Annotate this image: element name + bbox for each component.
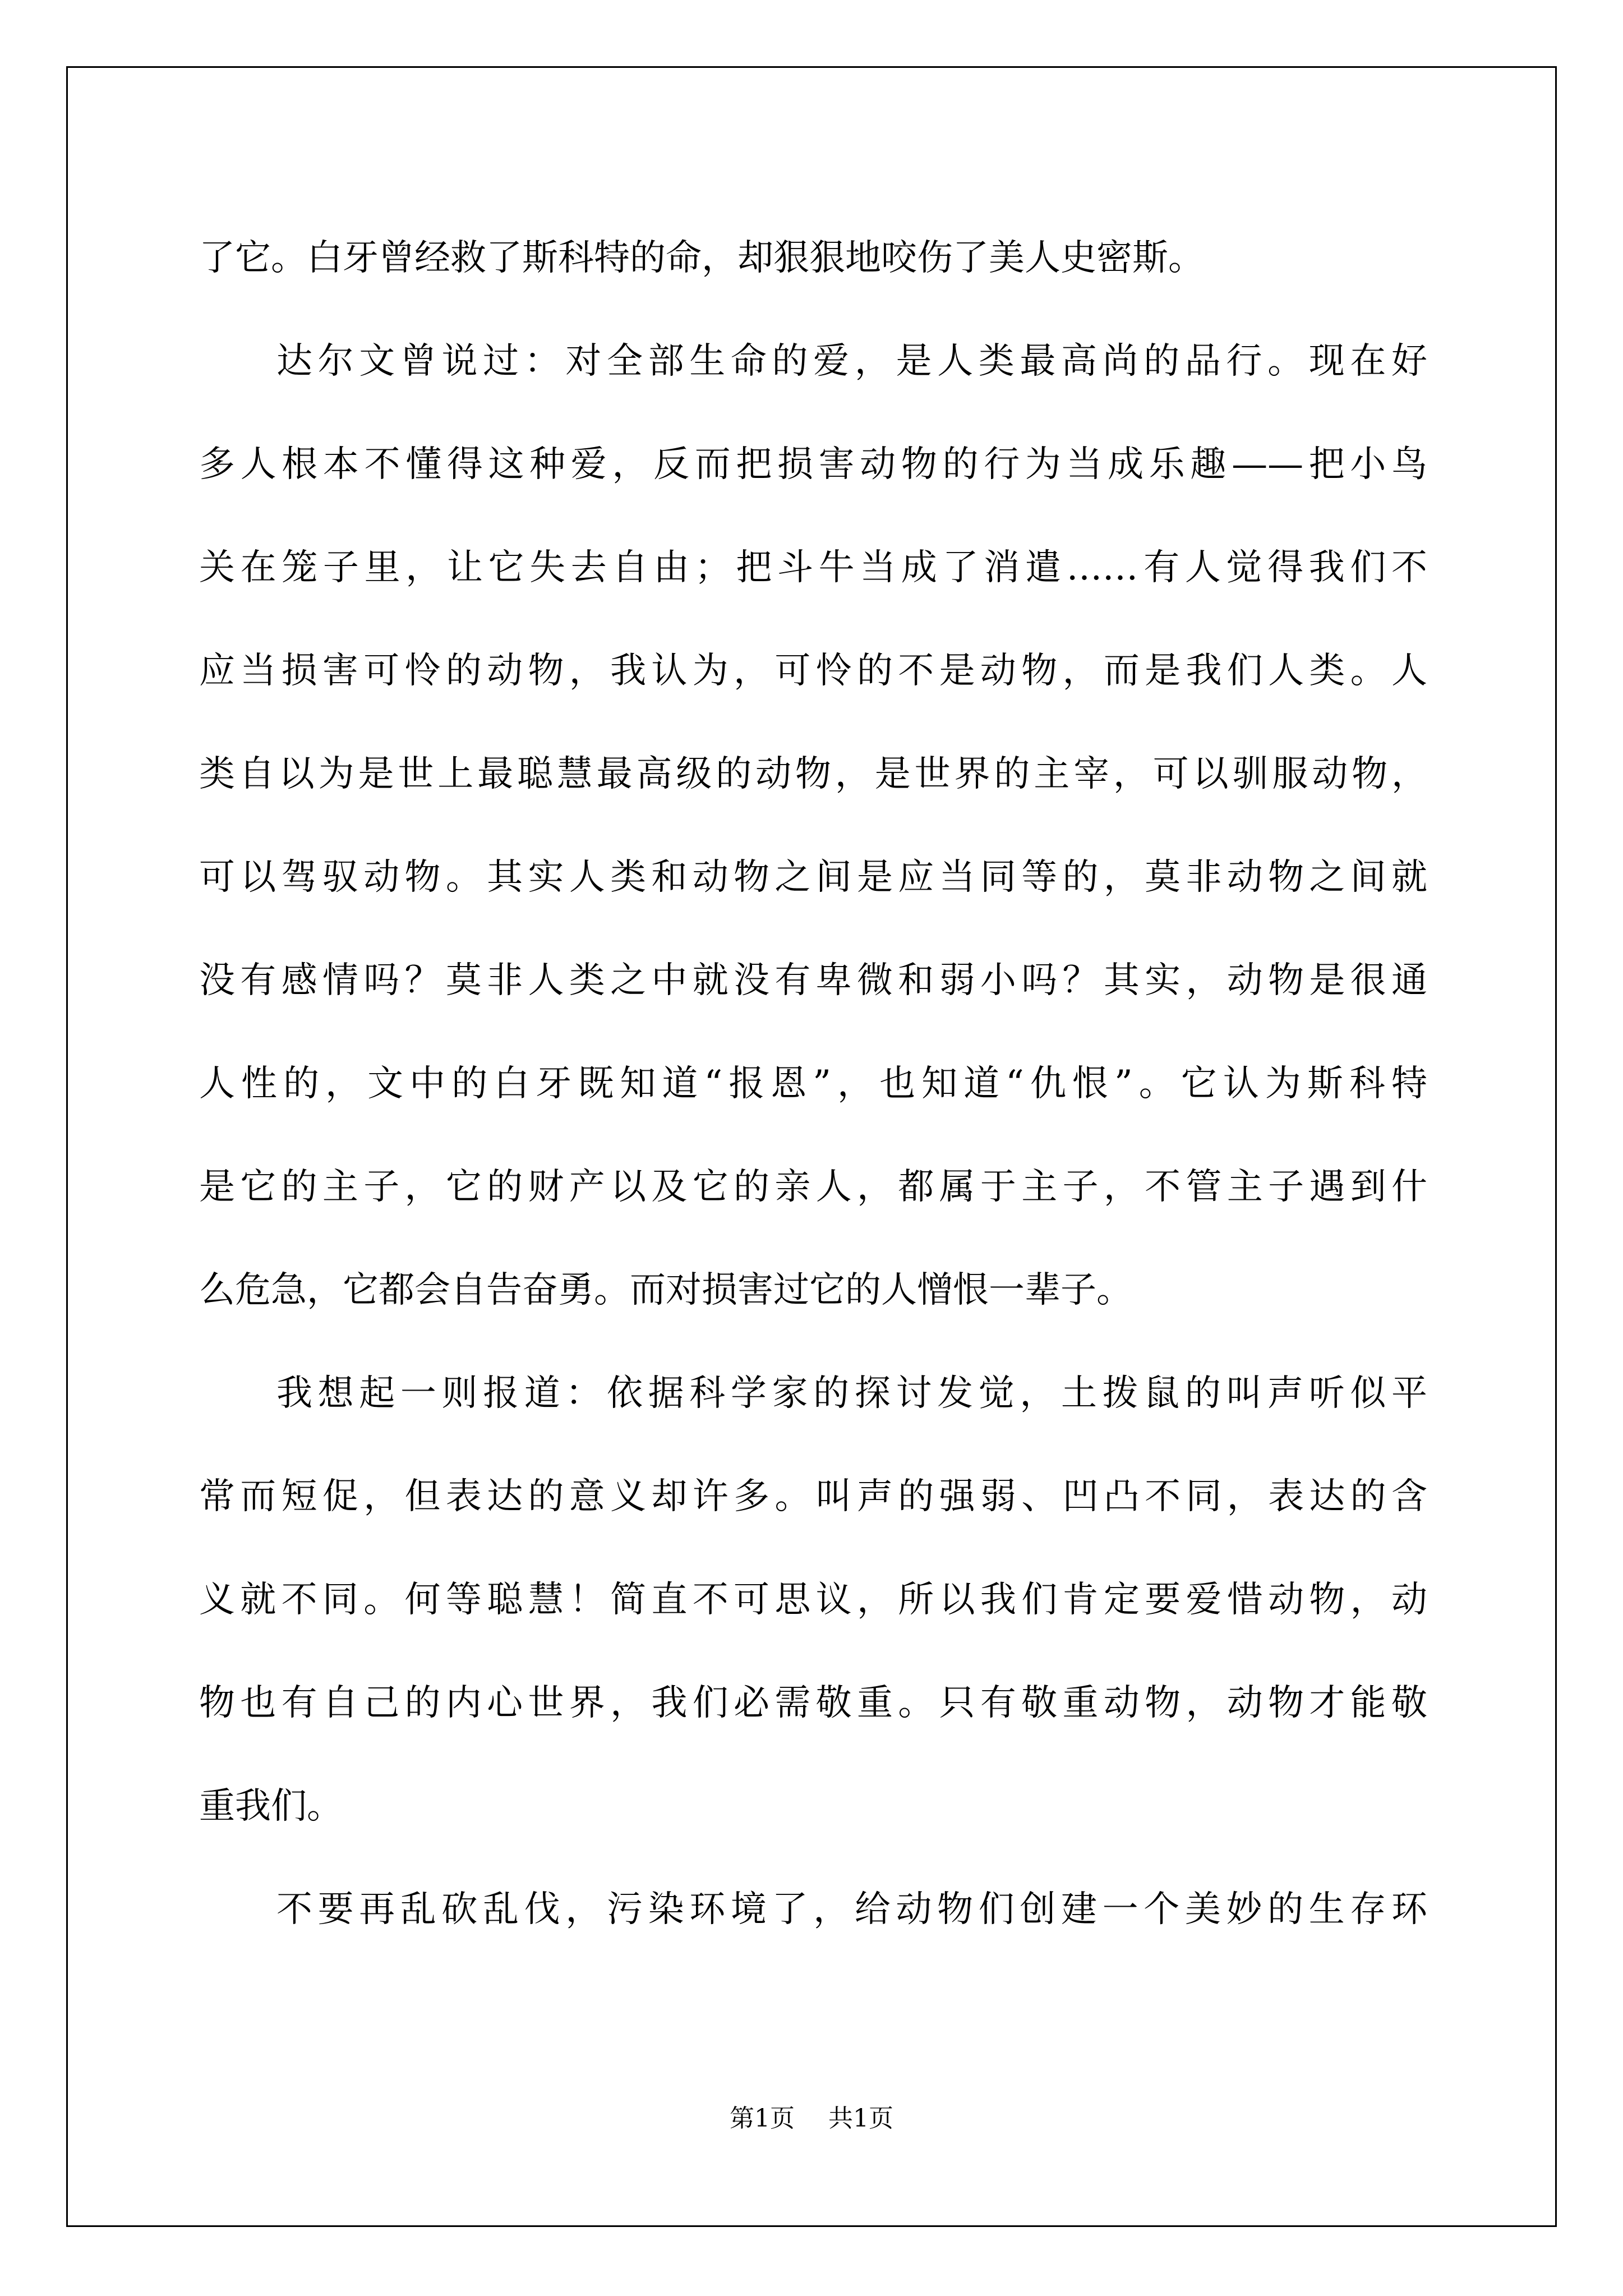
page-footer: [0, 2098, 1623, 2134]
text-line: 不要再乱砍乱伐，污染环境了，给动物们创建一个美妙的生存环: [276, 1889, 1427, 1930]
page-total: 共1页: [828, 2104, 893, 2133]
document-body: [199, 206, 1427, 1961]
text-line: 重我们。: [199, 1786, 343, 1827]
text-line: 常而短促，但表达的意义却许多。叫声的强弱、凹凸不同，表达的含: [199, 1476, 1427, 1517]
text-line: 么危急，它都会自告奋勇。而对损害过它的人憎恨一辈子。: [199, 1269, 1132, 1311]
page-number: 第1页: [730, 2104, 795, 2133]
text-line: 没有感情吗？莫非人类之中就没有卑微和弱小吗？其实，动物是很通: [199, 960, 1427, 1001]
text-line: 达尔文曾说过：对全部生命的爱，是人类最高尚的品行。现在好: [276, 341, 1427, 382]
text-line: 应当损害可怜的动物，我认为，可怜的不是动物，而是我们人类。人: [199, 650, 1427, 692]
text-line: 多人根本不懂得这种爱，反而把损害动物的行为当成乐趣——把小鸟: [199, 444, 1427, 485]
text-line: 我想起一则报道：依据科学家的探讨发觉，土拨鼠的叫声听似平: [276, 1373, 1427, 1414]
text-line: 义就不同。何等聪慧！简直不可思议，所以我们肯定要爱惜动物，动: [199, 1579, 1427, 1621]
text-line: 了它。白牙曾经救了斯科特的命，却狠狠地咬伤了美人史密斯。: [199, 237, 1204, 279]
text-line: 关在笼子里，让它失去自由；把斗牛当成了消遣……有人觉得我们不: [199, 547, 1427, 588]
text-line: 物也有自己的内心世界，我们必需敬重。只有敬重动物，动物才能敬: [199, 1682, 1427, 1724]
text-line: 是它的主子，它的财产以及它的亲人，都属于主子，不管主子遇到什: [199, 1166, 1427, 1208]
text-line: 人性的，文中的白牙既知道“报恩”，也知道“仇恨”。它认为斯科特: [199, 1063, 1427, 1105]
text-line: 可以驾驭动物。其实人类和动物之间是应当同等的，莫非动物之间就: [199, 857, 1427, 898]
text-line: 类自以为是世上最聪慧最高级的动物，是世界的主宰，可以驯服动物，: [199, 753, 1427, 795]
